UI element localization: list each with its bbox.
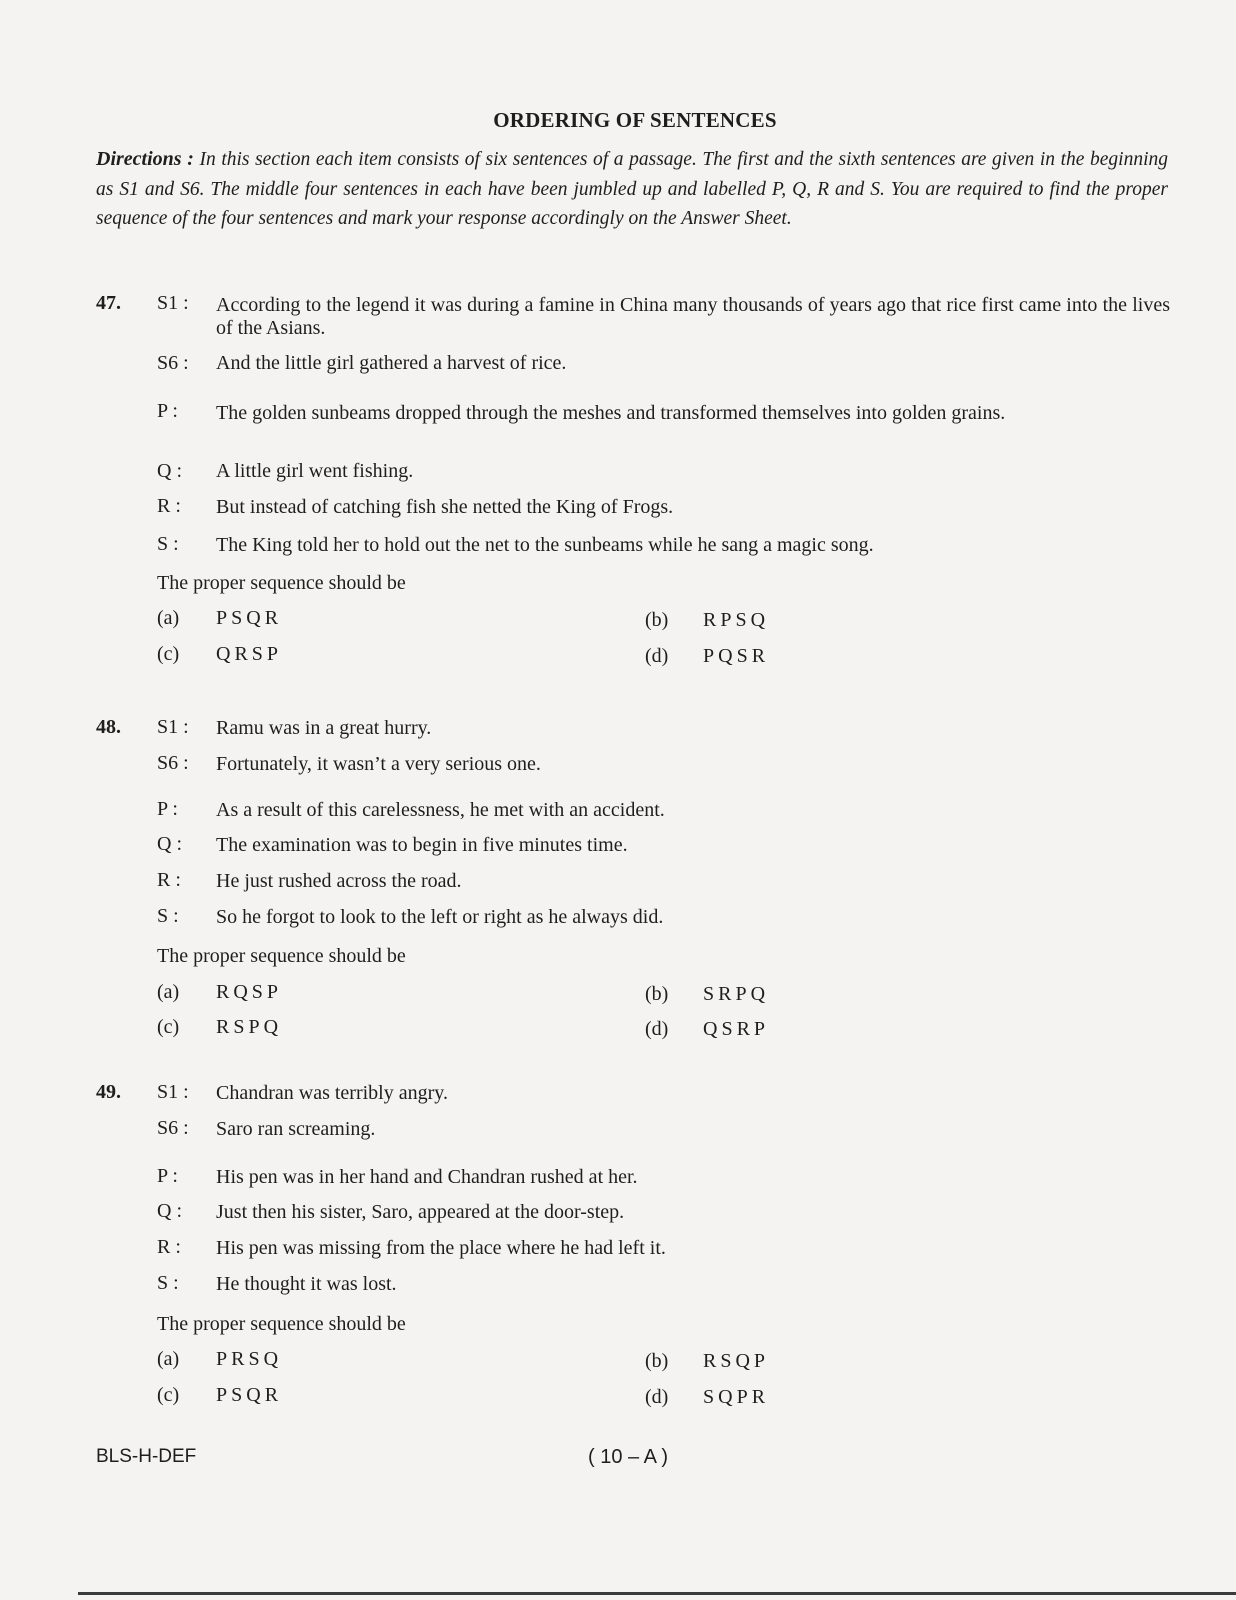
sentence-label-q: Q : — [157, 460, 182, 482]
question-number: 48. — [96, 716, 121, 738]
option-c-value[interactable]: QRSP — [216, 643, 283, 665]
section-title: ORDERING OF SENTENCES — [493, 108, 777, 132]
sentence-label-s: S : — [157, 533, 179, 555]
sentence-text-s: He thought it was lost. — [216, 1273, 397, 1295]
sentence-text-r: His pen was missing from the place where he had left it. — [216, 1237, 666, 1259]
sentence-label-p: P : — [157, 798, 178, 820]
option-a-value[interactable]: PSQR — [216, 607, 283, 629]
option-c-label[interactable]: (c) — [157, 1016, 180, 1038]
sentence-text-s6: And the little girl gathered a harvest of rice. — [216, 352, 567, 374]
sequence-prompt: The proper sequence should be — [157, 945, 406, 967]
option-a-label[interactable]: (a) — [157, 607, 180, 629]
sentence-text-s6: Fortunately, it wasn’t a very serious one. — [216, 753, 541, 775]
option-a-value[interactable]: RQSP — [216, 981, 283, 1003]
sentence-text-s: The King told her to hold out the net to the sunbeams while he sang a magic song. — [216, 534, 874, 556]
option-a-label[interactable]: (a) — [157, 981, 180, 1003]
sentence-text-q: A little girl went fishing. — [216, 460, 414, 482]
option-b-value[interactable]: RPSQ — [703, 609, 770, 631]
sentence-text-p: The golden sunbeams dropped through the meshes and transformed themselves into golden grains. — [216, 402, 1006, 424]
option-a-label[interactable]: (a) — [157, 1348, 180, 1370]
sentence-label-r: R : — [157, 495, 181, 517]
sentence-text-s: So he forgot to look to the left or right as he always did. — [216, 906, 664, 928]
directions-paragraph — [96, 145, 1168, 234]
sentence-text-p: His pen was in her hand and Chandran rushed at her. — [216, 1166, 638, 1188]
sentence-label-r: R : — [157, 869, 181, 891]
sentence-label-q: Q : — [157, 833, 182, 855]
option-c-value[interactable]: RSPQ — [216, 1016, 283, 1038]
sentence-text-s1: According to the legend it was during a famine in China many thousands of years ago that rice first came into the lives of the Asians. — [216, 294, 1170, 339]
sentence-label-r: R : — [157, 1236, 181, 1258]
option-b-label[interactable]: (b) — [645, 609, 669, 631]
question-number: 49. — [96, 1081, 121, 1103]
sentence-label-s1: S1 : — [157, 1081, 189, 1103]
bottom-rule — [78, 1592, 1236, 1595]
sentence-text-s1: Ramu was in a great hurry. — [216, 717, 432, 739]
directions-text: In this section each item consists of six sentences of a passage. The first and the sixth sentences are given in the beginning as S1 and S6. The middle four sentences in each have been jumbled up and labelled P, Q, R and S. You are required to find the proper sequence of the four sentences and mark your response accordingly on the Answer Sheet. — [96, 149, 1168, 229]
option-b-value[interactable]: SRPQ — [703, 983, 770, 1005]
sequence-prompt: The proper sequence should be — [157, 1313, 406, 1335]
sentence-label-s6: S6 : — [157, 352, 189, 374]
question-number: 47. — [96, 292, 121, 314]
option-d-value[interactable]: SQPR — [703, 1386, 770, 1408]
sentence-label-s: S : — [157, 905, 179, 927]
sequence-prompt: The proper sequence should be — [157, 572, 406, 594]
option-a-value[interactable]: PRSQ — [216, 1348, 283, 1370]
sentence-text-s1: Chandran was terribly angry. — [216, 1082, 448, 1104]
sentence-text-q: The examination was to begin in five minutes time. — [216, 834, 628, 856]
sentence-label-s1: S1 : — [157, 292, 189, 314]
sentence-label-p: P : — [157, 400, 178, 422]
sentence-label-q: Q : — [157, 1200, 182, 1222]
option-c-label[interactable]: (c) — [157, 643, 180, 665]
sentence-label-s: S : — [157, 1272, 179, 1294]
option-b-label[interactable]: (b) — [645, 1350, 669, 1372]
option-d-label[interactable]: (d) — [645, 1386, 669, 1408]
sentence-text-p: As a result of this carelessness, he met with an accident. — [216, 799, 665, 821]
booklet-code: BLS-H-DEF — [96, 1446, 197, 1467]
directions-label: Directions : — [96, 148, 194, 170]
option-c-value[interactable]: PSQR — [216, 1384, 283, 1406]
sentence-text-q: Just then his sister, Saro, appeared at the door-step. — [216, 1201, 625, 1223]
sentence-label-p: P : — [157, 1165, 178, 1187]
option-d-label[interactable]: (d) — [645, 645, 669, 667]
option-d-value[interactable]: QSRP — [703, 1018, 770, 1040]
option-d-label[interactable]: (d) — [645, 1018, 669, 1040]
option-d-value[interactable]: PQSR — [703, 645, 770, 667]
sentence-label-s6: S6 : — [157, 1117, 189, 1139]
sentence-text-r: But instead of catching fish she netted the King of Frogs. — [216, 496, 674, 518]
page-number: ( 10 – A ) — [588, 1446, 669, 1468]
sentence-text-s6: Saro ran screaming. — [216, 1118, 376, 1140]
option-c-label[interactable]: (c) — [157, 1384, 180, 1406]
sentence-label-s1: S1 : — [157, 716, 189, 738]
sentence-label-s6: S6 : — [157, 752, 189, 774]
option-b-value[interactable]: RSQP — [703, 1350, 770, 1372]
sentence-text-r: He just rushed across the road. — [216, 870, 462, 892]
option-b-label[interactable]: (b) — [645, 983, 669, 1005]
